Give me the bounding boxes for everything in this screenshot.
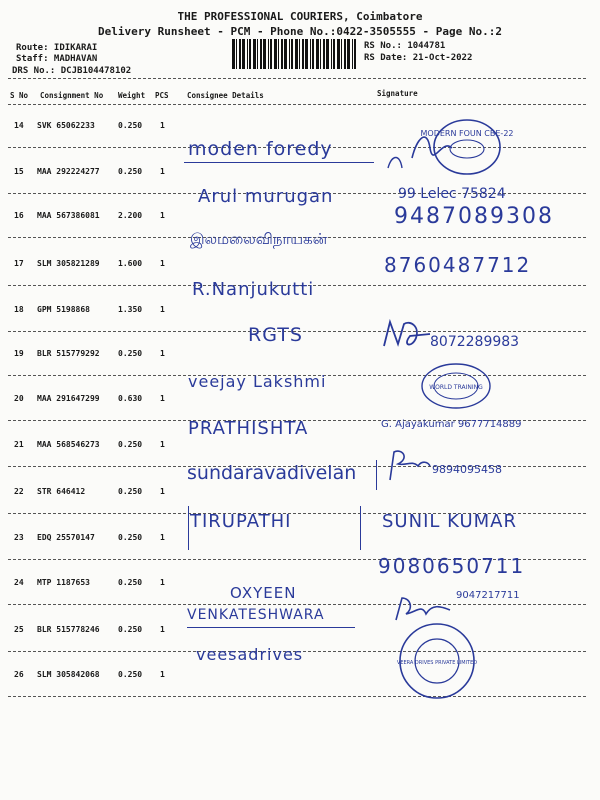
row-sno: 20 <box>14 394 24 403</box>
barcode-bar <box>247 39 248 69</box>
stamp-14-text: MODERN FOUN CBE-22 <box>420 129 514 138</box>
row-sno: 18 <box>14 305 24 314</box>
row-sno: 15 <box>14 167 24 176</box>
barcode-bar <box>310 39 311 69</box>
barcode <box>232 39 357 69</box>
row-sno: 14 <box>14 121 24 130</box>
row-pcs: 1 <box>160 121 165 130</box>
barcode-bar <box>312 39 314 69</box>
barcode-bar <box>270 39 272 69</box>
signature-15: 99 Lelec 75824 <box>398 186 506 202</box>
row-pcs: 1 <box>160 305 165 314</box>
row-sno: 16 <box>14 211 24 220</box>
row-sno: 21 <box>14 440 24 449</box>
row-pcs: 1 <box>160 167 165 176</box>
barcode-bar <box>341 39 342 69</box>
underline-25 <box>187 627 355 628</box>
box-line-22 <box>376 460 377 490</box>
row-weight: 1.600 <box>118 259 143 268</box>
signature-scribble-19 <box>380 316 440 356</box>
row-weight: 0.630 <box>118 394 143 403</box>
signature-scribble-22 <box>386 444 436 484</box>
row-cons: SLM 305821289 <box>37 259 100 268</box>
row-pcs: 1 <box>160 578 165 587</box>
header-divider-bottom <box>8 104 586 105</box>
underline-14 <box>184 162 374 163</box>
row-sno: 26 <box>14 670 24 679</box>
rs-date: RS Date: 21-Oct-2022 <box>364 53 473 63</box>
row-weight: 0.250 <box>118 167 143 176</box>
row-weight: 0.250 <box>118 670 143 679</box>
row-weight: 0.250 <box>118 533 143 542</box>
consignee-20: veejay Lakshmi <box>188 372 327 391</box>
drs-number: DRS No.: DCJB104478102 <box>12 66 132 76</box>
barcode-bar <box>274 39 277 69</box>
row-cons: BLR 515778246 <box>37 625 100 634</box>
barcode-bar <box>320 39 321 69</box>
col-weight: Weight <box>118 91 146 100</box>
stamp-26 <box>396 620 478 702</box>
row-weight: 0.250 <box>118 578 143 587</box>
signature-25: 9047217711 <box>456 590 520 601</box>
consignee-23: TIRUPATHI <box>190 511 292 532</box>
row-cons: SLM 305842068 <box>37 670 100 679</box>
row-sno: 25 <box>14 625 24 634</box>
row-pcs: 1 <box>160 533 165 542</box>
row-pcs: 1 <box>160 259 165 268</box>
barcode-bar <box>316 39 319 69</box>
barcode-bar <box>232 39 235 69</box>
row-cons: GPM 5198868 <box>37 305 90 314</box>
barcode-bar <box>263 39 266 69</box>
consignee-21: PRATHISHTA <box>188 418 309 439</box>
row-pcs: 1 <box>160 349 165 358</box>
barcode-bar <box>302 39 304 69</box>
barcode-bar <box>289 39 290 69</box>
consignee-24: OXYEEN <box>230 584 297 602</box>
row-cons: SVK 65062233 <box>37 121 95 130</box>
barcode-bar <box>352 39 353 69</box>
row-cons: MAA 567386081 <box>37 211 100 220</box>
consignee-16: இலமலைவிநாயகன் <box>190 230 328 248</box>
barcode-bar <box>305 39 308 69</box>
barcode-bar <box>354 39 356 69</box>
row-pcs: 1 <box>160 670 165 679</box>
row-divider <box>8 696 586 697</box>
barcode-bar <box>347 39 350 69</box>
row-pcs: 1 <box>160 211 165 220</box>
row-pcs: 1 <box>160 625 165 634</box>
barcode-bar <box>257 39 258 69</box>
row-cons: MTP 1187653 <box>37 578 90 587</box>
row-cons: MAA 568546273 <box>37 440 100 449</box>
signature-23: SUNIL KUMAR <box>382 511 517 532</box>
barcode-bar <box>337 39 340 69</box>
staff-label: Staff: MADHAVAN <box>16 54 98 64</box>
stamp-26-text: VEERA DRIVES PRIVATE LIMITED <box>396 660 478 666</box>
barcode-bar <box>295 39 298 69</box>
row-pcs: 1 <box>160 487 165 496</box>
stamp-20 <box>418 360 494 412</box>
barcode-bar <box>242 39 245 69</box>
col-pcs: PCS <box>155 91 169 100</box>
row-weight: 2.200 <box>118 211 143 220</box>
barcode-bar <box>299 39 300 69</box>
barcode-bar <box>291 39 293 69</box>
col-sno: S No <box>10 91 29 100</box>
stamp-20-text: WORLD TRAINING <box>429 384 483 391</box>
row-sno: 22 <box>14 487 24 496</box>
consignee-25: VENKATESHWARA <box>187 607 325 623</box>
box-line-23b <box>360 506 361 550</box>
consignee-22: sundaravadivelan <box>187 462 357 484</box>
col-signature: Signature <box>377 89 418 98</box>
barcode-bar <box>253 39 256 69</box>
row-weight: 0.250 <box>118 349 143 358</box>
consignee-19: RGTS <box>248 324 303 346</box>
row-pcs: 1 <box>160 440 165 449</box>
row-cons: STR 646412 <box>37 487 86 496</box>
signature-22: 9894095458 <box>432 463 502 476</box>
col-consignee: Consignee Details <box>187 91 264 100</box>
barcode-bar <box>249 39 251 69</box>
barcode-bar <box>268 39 269 69</box>
barcode-bar <box>260 39 262 69</box>
signature-21: G. Ajayakumar 9677714889 <box>381 419 522 430</box>
row-cons: EDQ 25570147 <box>37 533 95 542</box>
row-divider <box>8 604 586 605</box>
row-sno: 23 <box>14 533 24 542</box>
row-weight: 0.250 <box>118 487 143 496</box>
row-sno: 19 <box>14 349 24 358</box>
row-cons: MAA 292224277 <box>37 167 100 176</box>
box-line-23a <box>188 506 189 550</box>
runsheet-title: THE PROFESSIONAL COURIERS, Coimbatore <box>177 10 423 23</box>
row-weight: 0.250 <box>118 121 143 130</box>
col-consignment: Consignment No <box>40 91 104 100</box>
row-pcs: 1 <box>160 394 165 403</box>
row-cons: MAA 291647299 <box>37 394 100 403</box>
runsheet-subtitle: Delivery Runsheet - PCM - Phone No.:0422-3505555 - Page No.:2 <box>98 25 502 38</box>
barcode-bar <box>331 39 332 69</box>
barcode-bar <box>284 39 287 69</box>
consignee-15: Arul murugan <box>198 186 334 207</box>
barcode-bar <box>344 39 346 69</box>
row-weight: 1.350 <box>118 305 143 314</box>
barcode-bar <box>278 39 279 69</box>
row-cons: BLR 515779292 <box>37 349 100 358</box>
signature-17: 8760487712 <box>384 253 532 277</box>
row-weight: 0.250 <box>118 625 143 634</box>
row-sno: 17 <box>14 259 24 268</box>
barcode-bar <box>333 39 335 69</box>
barcode-bar <box>281 39 283 69</box>
stamp-14 <box>420 116 514 178</box>
consignee-18: R.Nanjukutti <box>192 279 315 300</box>
rs-number: RS No.: 1044781 <box>364 41 446 51</box>
header-divider-top <box>8 78 586 79</box>
consignee-14: moden foredy <box>188 138 333 160</box>
row-weight: 0.250 <box>118 440 143 449</box>
route-label: Route: IDIKARAI <box>16 43 98 53</box>
barcode-bar <box>326 39 329 69</box>
row-sno: 24 <box>14 578 24 587</box>
barcode-bar <box>239 39 241 69</box>
signature-16: 9487089308 <box>394 204 554 229</box>
barcode-bar <box>236 39 237 69</box>
consignee-26: veesadrives <box>196 645 304 664</box>
barcode-bar <box>323 39 325 69</box>
signature-19: 8072289983 <box>430 334 520 350</box>
signature-24: 9080650711 <box>378 554 526 578</box>
